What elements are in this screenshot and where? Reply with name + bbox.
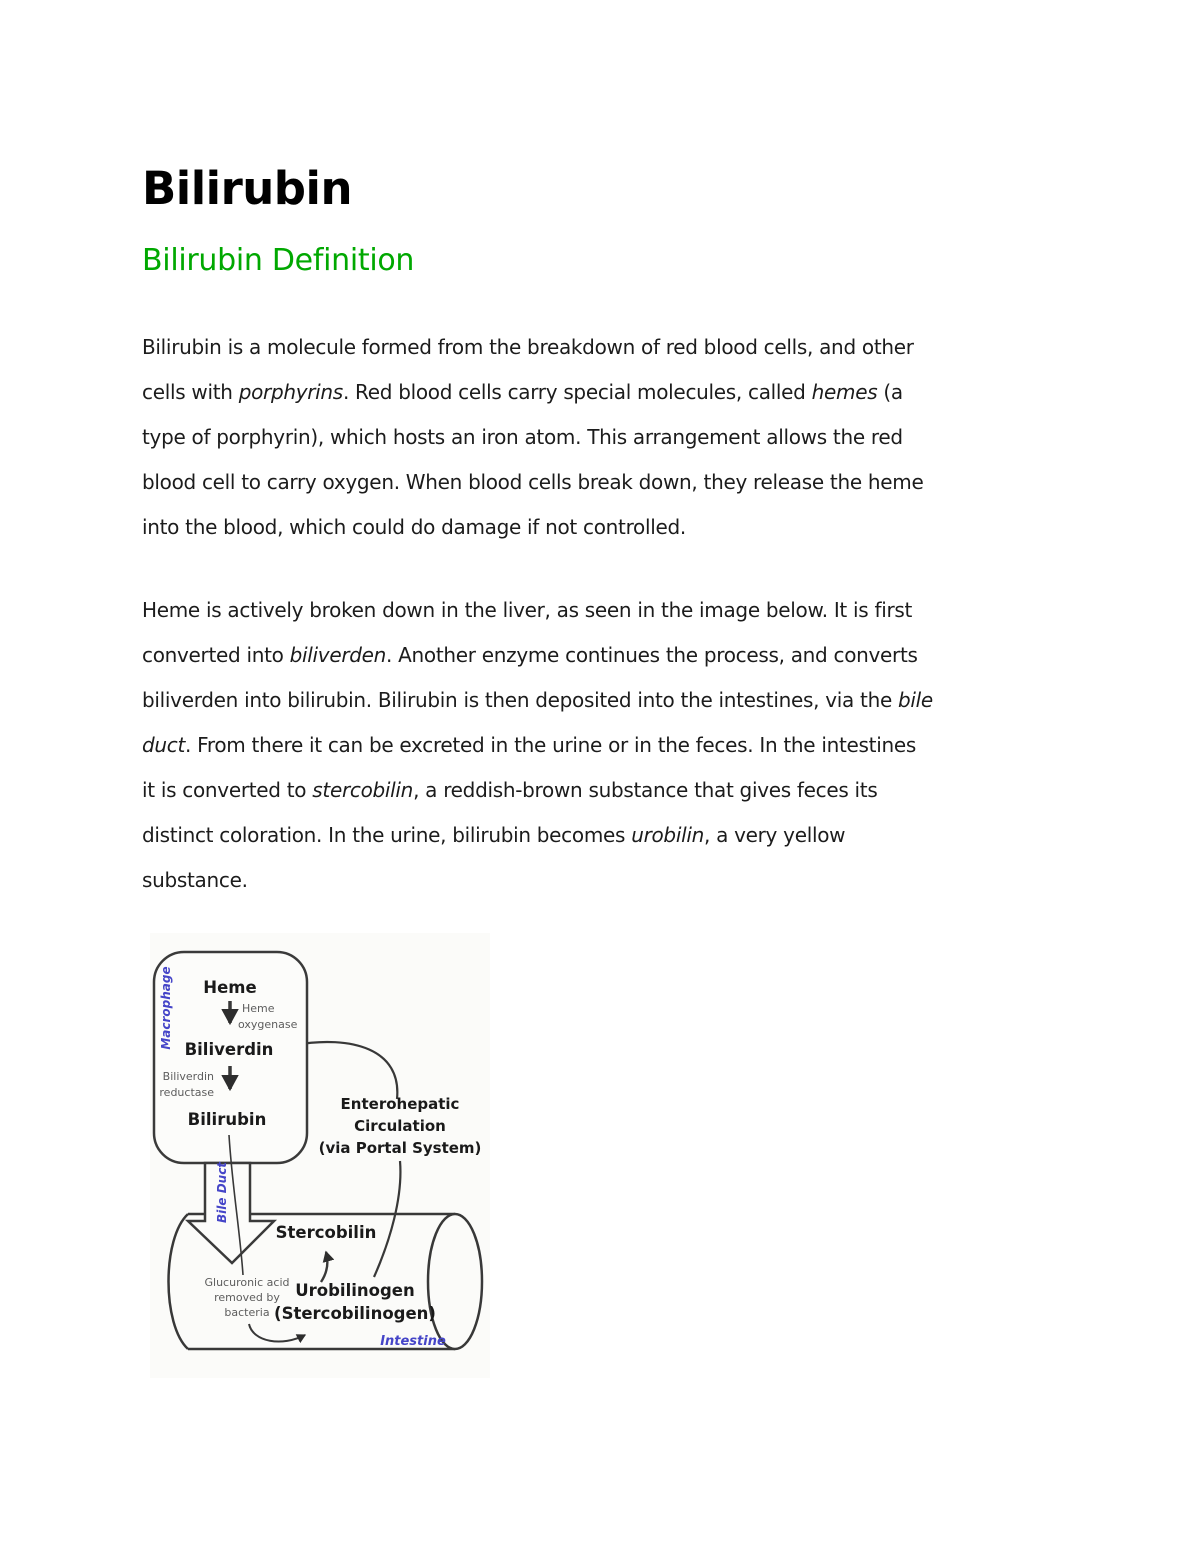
text-line: converted into biliverden. Another enzyme continues the process, and converts [142, 643, 918, 667]
text-line: cells with porphyrins. Red blood cells carry special molecules, called hemes (a [142, 380, 903, 404]
text-line: it is converted to stercobilin, a reddish-brown substance that gives feces its [142, 778, 878, 802]
enterohepatic-curve-to-biliverdin [294, 1042, 397, 1099]
paragraph-pathway [142, 588, 1072, 903]
text-line: distinct coloration. In the urine, bilirubin becomes urobilin, a very yellow [142, 823, 846, 847]
text-line: biliverden into bilirubin. Bilirubin is then deposited into the intestines, via the bile [142, 688, 933, 712]
biliverdin-label: Biliverdin [184, 1040, 274, 1059]
urobilinogen-label [274, 1281, 436, 1323]
svg-text:removed by: removed by [214, 1291, 280, 1304]
svg-text:oxygenase: oxygenase [238, 1018, 298, 1031]
text-line: type of porphyrin), which hosts an iron atom. This arrangement allows the red [142, 425, 903, 449]
svg-text:Enterohepatic: Enterohepatic [340, 1095, 460, 1113]
svg-text:bacteria: bacteria [224, 1306, 270, 1319]
stercobilin-label: Stercobilin [275, 1223, 377, 1242]
svg-text:Glucuronic acid: Glucuronic acid [204, 1276, 290, 1289]
svg-text:Urobilinogen: Urobilinogen [295, 1281, 415, 1300]
enterohepatic-curve-from-intestine [374, 1161, 400, 1277]
heme-label: Heme [203, 978, 257, 997]
text-line: Bilirubin is a molecule formed from the breakdown of red blood cells, and other [142, 335, 914, 359]
bacteria-to-urobilinogen-arrow [249, 1324, 305, 1342]
svg-text:(via Portal System): (via Portal System) [318, 1139, 482, 1157]
intestine-end-cap [428, 1214, 482, 1349]
svg-text:Biliverdin: Biliverdin [162, 1070, 214, 1083]
paragraph-definition [142, 325, 1072, 550]
page-title: Bilirubin [142, 162, 352, 215]
svg-text:(Stercobilinogen): (Stercobilinogen) [274, 1304, 436, 1323]
macrophage-label: Macrophage [159, 966, 173, 1050]
enterohepatic-label [319, 1095, 482, 1157]
text-line: Heme is actively broken down in the liver, as seen in the image below. It is first [142, 598, 913, 622]
text-line: blood cell to carry oxygen. When blood cells break down, they release the heme [142, 470, 924, 494]
svg-text:Circulation: Circulation [354, 1117, 446, 1135]
svg-text:reductase: reductase [159, 1086, 214, 1099]
bilirubin-pathway-diagram [150, 933, 490, 1378]
text-line: duct. From there it can be excreted in the urine or in the feces. In the intestines [142, 733, 916, 757]
text-line: substance. [142, 868, 248, 892]
svg-text:Heme: Heme [242, 1002, 275, 1015]
urobilinogen-to-stercobilin-arrow [321, 1252, 327, 1282]
section-heading: Bilirubin Definition [142, 243, 415, 278]
bile-duct-label: Bile Duct [215, 1161, 229, 1223]
intestine-label: Intestine [380, 1334, 446, 1349]
bilirubin-label: Bilirubin [187, 1110, 267, 1129]
text-line: into the blood, which could do damage if not controlled. [142, 515, 686, 539]
